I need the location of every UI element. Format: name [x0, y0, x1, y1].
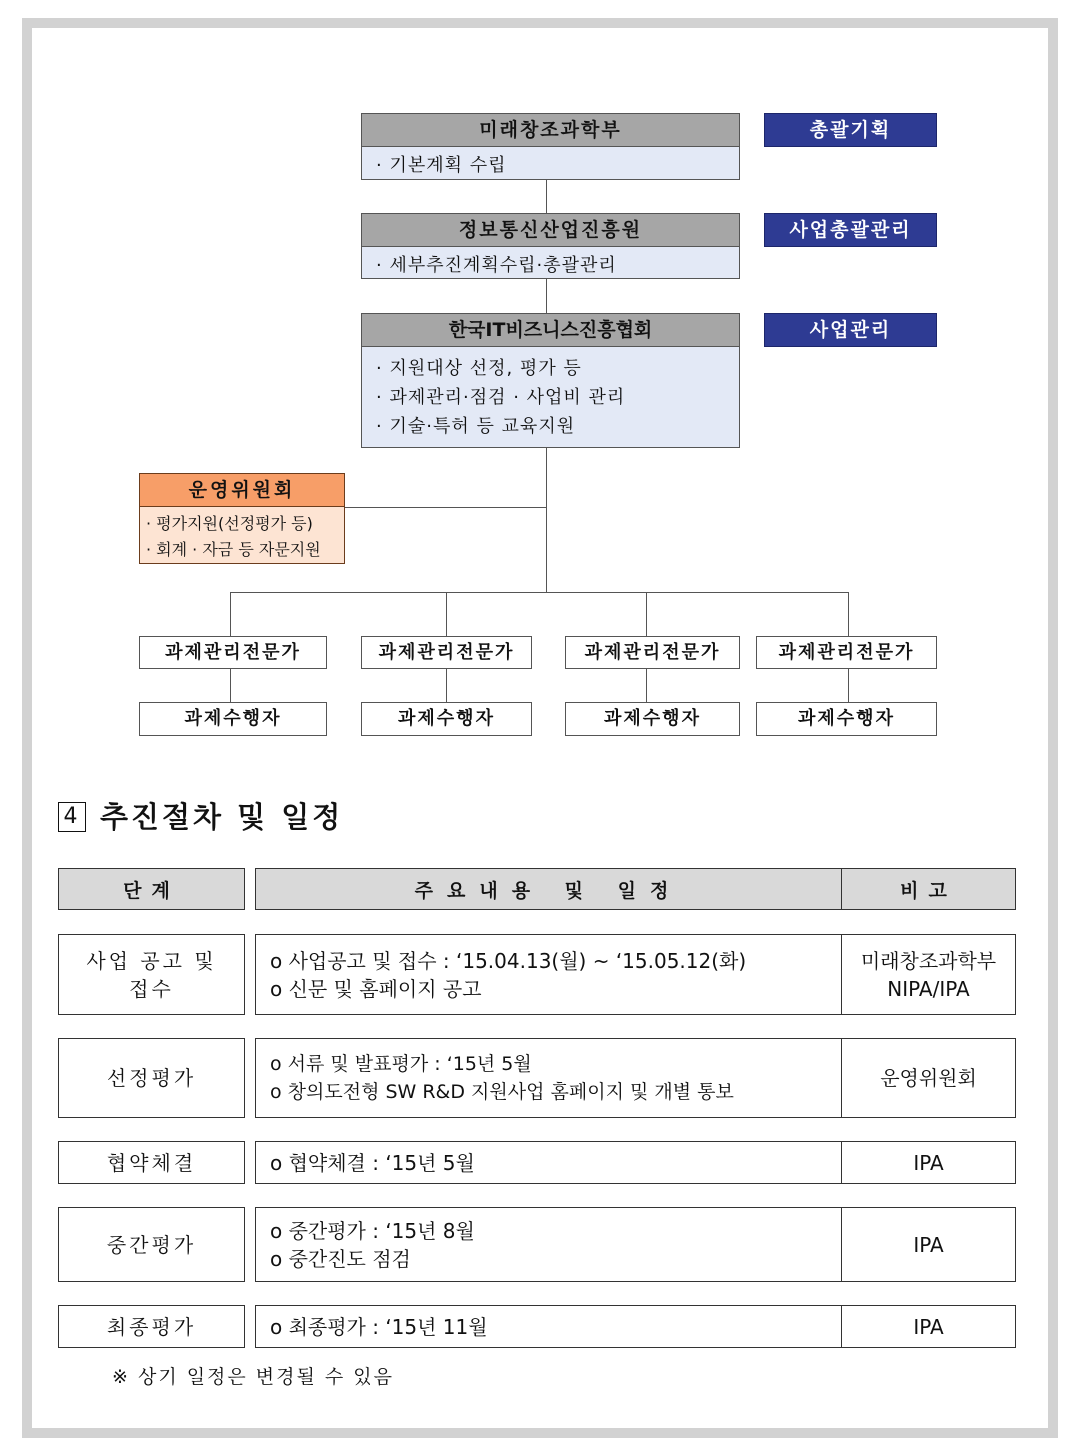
connector-line: [230, 668, 231, 702]
ministry-box-title: 미래창조과학부: [361, 113, 740, 147]
committee-item: · 회계 · 자금 등 자문지원: [146, 540, 321, 559]
header-note: 비고: [841, 868, 1016, 910]
connector-line: [446, 592, 447, 636]
expert-box: 과제관리전문가: [565, 636, 740, 669]
connector-line: [344, 507, 547, 508]
section-number: 4: [58, 802, 86, 832]
content-line: o 창의도전형 SW R&D 지원사업 홈페이지 및 개별 통보: [270, 1081, 734, 1103]
content-line: o 서류 및 발표평가 : ‘15년 5월: [270, 1053, 532, 1075]
nipa-box-title: 정보통신산업진흥원: [361, 213, 740, 247]
content-cell: [255, 1038, 842, 1118]
stage-cell: [58, 1141, 245, 1184]
connector-line: [446, 668, 447, 702]
header-stage: 단계: [58, 868, 245, 910]
kibo-box-body: [361, 347, 740, 448]
stage-cell: [58, 934, 245, 1015]
content-line: o 협약체결 : ‘15년 5월: [270, 1150, 475, 1175]
connector-line: [546, 279, 547, 313]
content-cell: [255, 1207, 842, 1282]
stage-cell: [58, 1038, 245, 1118]
note-cell: [841, 934, 1016, 1015]
note-text: NIPA/IPA: [887, 976, 970, 1001]
note-cell: [841, 1038, 1016, 1118]
nipa-box-body: [361, 247, 740, 279]
kibo-item: · 과제관리·점검 · 사업비 관리: [376, 387, 626, 408]
header-content: 주요내용 및 일정: [255, 868, 842, 910]
note-text: IPA: [913, 1150, 944, 1175]
stage-cell: [58, 1305, 245, 1348]
connector-line: [546, 180, 547, 213]
note-text: IPA: [913, 1314, 944, 1339]
ministry-box-body: [361, 147, 740, 180]
connector-line: [848, 592, 849, 636]
kibo-item: · 기술·특허 등 교육지원: [376, 416, 576, 437]
connector-line: [230, 592, 848, 593]
performer-box: 과제수행자: [361, 702, 532, 736]
stage-text: 사업 공고 및: [86, 948, 217, 973]
nipa-item: · 세부추진계획수립·총괄관리: [376, 255, 617, 276]
section-title: [58, 795, 558, 839]
stage-text: 중간평가: [106, 1232, 197, 1257]
kibo-item: · 지원대상 선정, 평가 등: [376, 358, 582, 379]
content-line: o 최종평가 : ‘15년 11월: [270, 1314, 488, 1339]
content-cell: [255, 934, 842, 1015]
performer-box: 과제수행자: [565, 702, 740, 736]
connector-line: [646, 592, 647, 636]
note-cell: [841, 1305, 1016, 1348]
footnote: ※ 상기 일정은 변경될 수 있음: [112, 1366, 395, 1388]
stage-cell: [58, 1207, 245, 1282]
ministry-item: · 기본계획 수립: [376, 155, 507, 176]
kibo-role-badge: 사업관리: [764, 313, 937, 347]
note-text: IPA: [913, 1232, 944, 1257]
expert-box: 과제관리전문가: [361, 636, 532, 669]
note-cell: [841, 1141, 1016, 1184]
stage-text: 선정평가: [106, 1066, 197, 1090]
connector-line: [230, 592, 231, 636]
performer-box: 과제수행자: [756, 702, 937, 736]
content-line: o 사업공고 및 접수 : ‘15.04.13(월) ~ ‘15.05.12(화): [270, 948, 747, 973]
content-line: o 중간진도 점검: [270, 1246, 411, 1271]
connector-line: [546, 447, 547, 593]
ministry-role-badge: 총괄기획: [764, 113, 937, 147]
committee-item: · 평가지원(선정평가 등): [146, 514, 313, 533]
connector-line: [848, 668, 849, 702]
content-cell: [255, 1305, 842, 1348]
expert-box: 과제관리전문가: [756, 636, 937, 669]
content-line: o 중간평가 : ‘15년 8월: [270, 1218, 475, 1243]
note-text: 운영위원회: [880, 1066, 977, 1090]
committee-box-body: [139, 507, 345, 564]
committee-box-title: 운영위원회: [139, 473, 345, 507]
content-cell: [255, 1141, 842, 1184]
section-title-text: 추진절차 및 일정: [100, 800, 344, 834]
connector-line: [646, 668, 647, 702]
stage-text: 협약체결: [106, 1150, 197, 1175]
stage-text: 최종평가: [106, 1314, 197, 1339]
nipa-role-badge: 사업총괄관리: [764, 213, 937, 247]
expert-box: 과제관리전문가: [139, 636, 327, 669]
performer-box: 과제수행자: [139, 702, 327, 736]
content-line: o 신문 및 홈페이지 공고: [270, 976, 482, 1001]
stage-text: 접수: [129, 976, 174, 1001]
note-cell: [841, 1207, 1016, 1282]
note-text: 미래창조과학부: [860, 948, 997, 973]
kibo-box-title: 한국IT비즈니스진흥협회: [361, 313, 740, 347]
